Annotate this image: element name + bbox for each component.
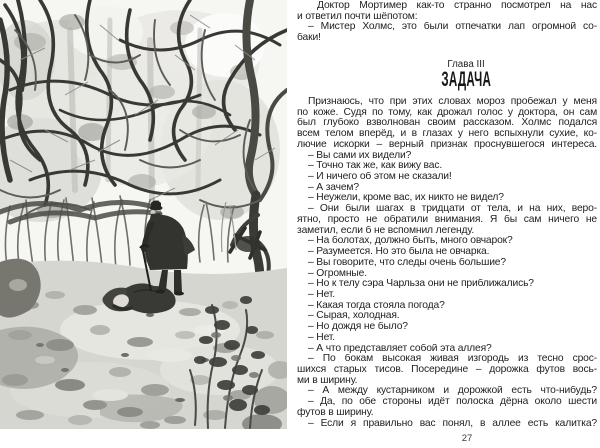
text-line: – Сырая, холодная. [308, 311, 400, 322]
text-line: – Вы говорите, что следы очень большие? [308, 257, 506, 268]
text-line: заметил, если б не вспомнил легенду. [297, 225, 475, 236]
text-line: – А что представляет собой эта аллея? [308, 343, 492, 354]
text-line: ми в ширину. [297, 375, 358, 386]
intro-paragraphs [297, 1, 597, 44]
chapter-label: Глава III [447, 59, 485, 70]
text-line: шихся старых тисов. Посередине – дорожка футов вось- [297, 364, 597, 375]
text-line: – Вы сами их видели? [308, 150, 412, 161]
text-line: – И ничего об этом не сказали! [308, 172, 452, 183]
text-line: всем телом вперёд, и в глазах у него вспыхнули сухие, ко- [297, 129, 597, 140]
text-line: футов в ширину. [297, 407, 374, 418]
text-line: – На болотах, должно быть, много овчарок? [308, 236, 513, 247]
text-line: – Мистер Холмс, это были отпечатки лап огромной со- [308, 22, 597, 33]
text-line: Доктор Мортимер как-то странно посмотрел на нас [317, 1, 597, 11]
text-line: – Неужели, кроме вас, их никто не видел? [308, 193, 504, 204]
text-line: баки! [297, 33, 321, 44]
text-line: был глубоко взволнован своим рассказом. Холмс подался [297, 118, 597, 129]
body-paragraphs [297, 97, 597, 429]
text-line: – Какая тогда стояла погода? [308, 300, 445, 311]
text-line: – Нет. [308, 332, 335, 343]
text-line: и ответил почти шёпотом: [297, 11, 418, 22]
text-line: – Если я правильно вас понял, в аллее есть калитка? [308, 418, 597, 429]
text-line: – Но дождя не было? [308, 322, 408, 333]
text-line: ятно, просто не обратили внимания. Я бы сам ничего не [297, 214, 597, 225]
text-line: Признаюсь, что при этих словах мороз пробежал у меня [308, 97, 597, 107]
text-line: – Да, по обе стороны идёт полоска дёрна около шести [308, 397, 597, 408]
text-line: – Огромные. [308, 268, 367, 279]
text-line: – Точно так же, как вижу вас. [308, 161, 443, 172]
text-line: – Но к телу сэра Чарльза они не приближались? [308, 279, 534, 290]
text-line: – А между кустарником и дорожкой есть что-нибудь? [308, 386, 597, 397]
yew-alley-illustration [0, 0, 287, 429]
page-number: 27 [461, 433, 473, 444]
text-line: лючие искорки – верный признак проснувшегося интереса. [297, 139, 597, 150]
text-line: по коже. Судя по тому, как дрожал голос у доктора, он сам [297, 107, 597, 118]
chapter-title-text: ЗАДАЧА [441, 68, 491, 91]
text-line: – По бокам высокая живая изгородь из тесно срос- [308, 354, 597, 365]
text-line: – Нет. [308, 289, 335, 300]
text-line: – Они были шагах в тридцати от тела, и на них, веро- [308, 204, 597, 215]
text-line: – Разумеется. Но это была не овчарка. [308, 247, 490, 258]
chapter-title [297, 68, 597, 92]
text-line: – А зачем? [308, 182, 359, 193]
